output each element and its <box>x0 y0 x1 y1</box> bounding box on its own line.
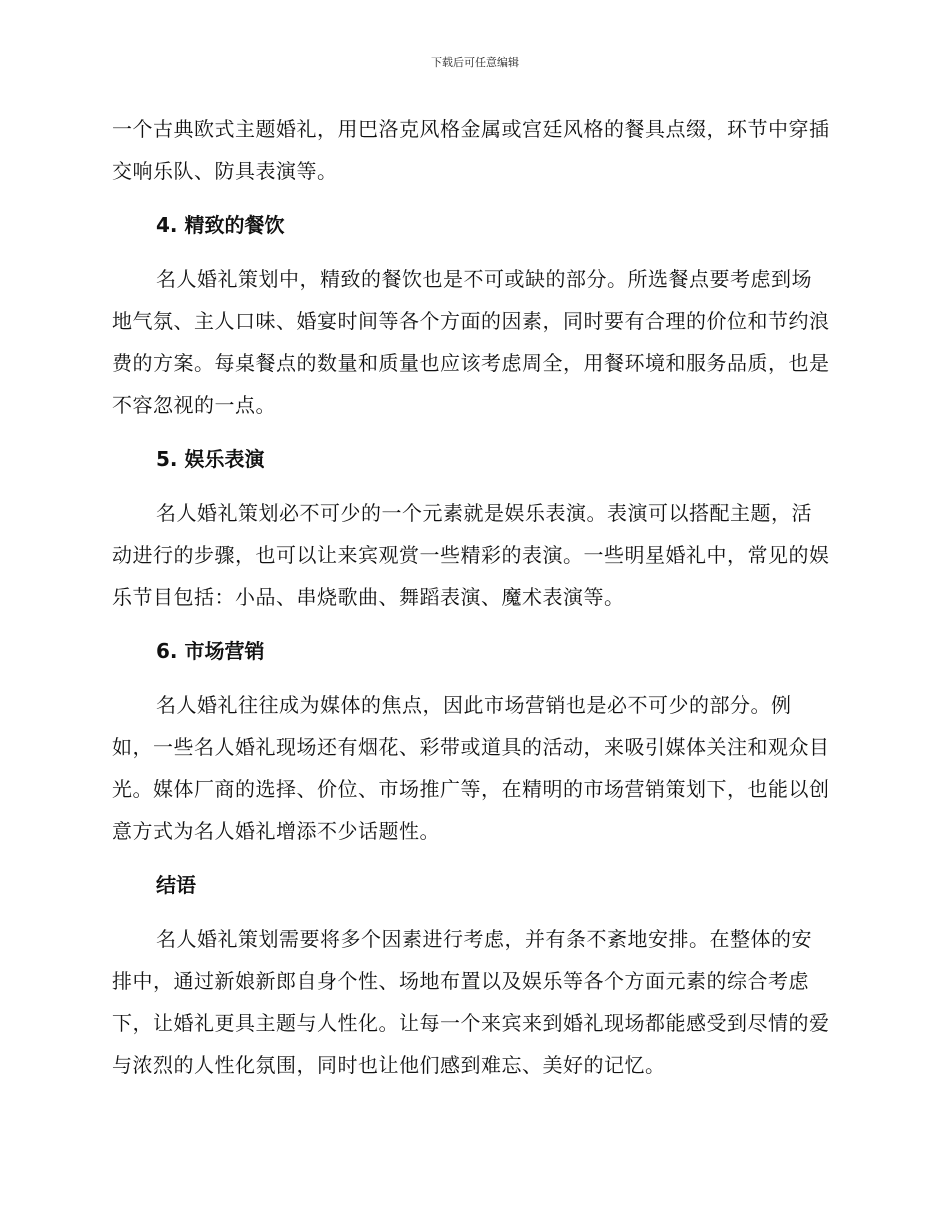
page-header: 下载后可任意编辑 <box>431 56 519 69</box>
section-body-catering: 名人婚礼策划中，精致的餐饮也是不可或缺的部分。所选餐点要考虑到场地气氛、主人口味、婚宴时间等各个方面的因素，同时要有合理的价位和节约浪费的方案。每桌餐点的数量和质量也应该考虑周全，用餐环境和服务品质，也是不容忽视的一点。 <box>112 267 830 417</box>
section-heading-catering: 4. 精致的餐饮 <box>156 213 285 237</box>
section-body-conclusion: 名人婚礼策划需要将多个因素进行考虑，并有条不紊地安排。在整体的安排中，通过新娘新郎自身个性、场地布置以及娱乐等各个方面元素的综合考虑下，让婚礼更具主题与人性化。让每一个来宾来到婚礼现场都能感受到尽情的爱与浓烈的人性化氛围，同时也让他们感到难忘、美好的记忆。 <box>112 927 830 1077</box>
section-heading-entertainment: 5. 娱乐表演 <box>156 447 265 471</box>
intro-paragraph: 一个古典欧式主题婚礼，用巴洛克风格金属或宫廷风格的餐具点缀，环节中穿插交响乐队、防具表演等。 <box>112 117 830 183</box>
section-body-entertainment: 名人婚礼策划必不可少的一个元素就是娱乐表演。表演可以搭配主题，活动进行的步骤，也可以让来宾观赏一些精彩的表演。一些明星婚礼中，常见的娱乐节目包括：小品、串烧歌曲、舞蹈表演、魔术表演等。 <box>112 501 830 609</box>
section-heading-conclusion: 结语 <box>156 873 196 897</box>
document-body <box>112 108 830 1086</box>
section-body-marketing: 名人婚礼往往成为媒体的焦点，因此市场营销也是必不可少的部分。例如，一些名人婚礼现场还有烟花、彩带或道具的活动，来吸引媒体关注和观众目光。媒体厂商的选择、价位、市场推广等，在精明的市场营销策划下，也能以创意方式为名人婚礼增添不少话题性。 <box>112 693 830 843</box>
section-heading-marketing: 6. 市场营销 <box>156 639 265 663</box>
